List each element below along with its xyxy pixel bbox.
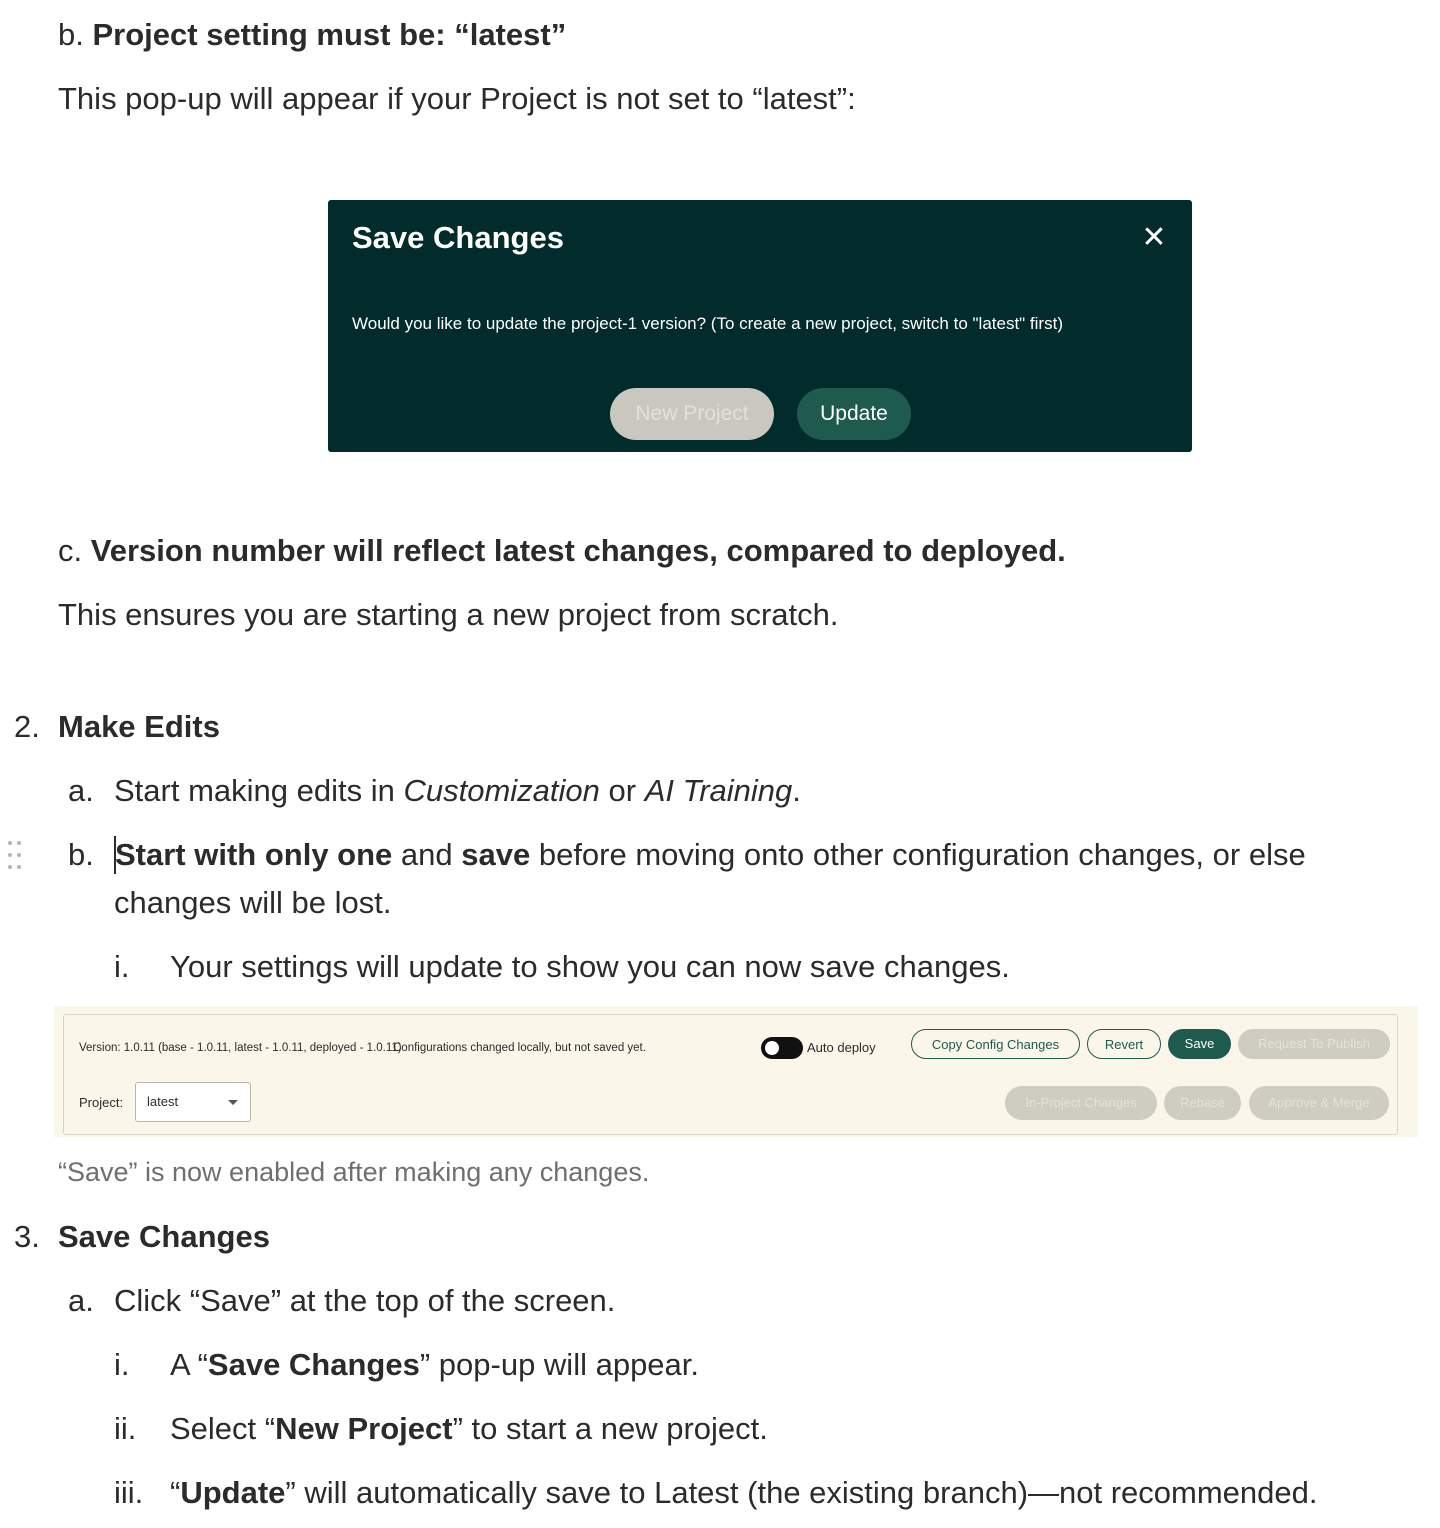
text-run: ” to start a new project. <box>452 1411 768 1446</box>
step-2b-text-line2: changes will be lost. <box>114 885 392 920</box>
text-run: “ <box>170 1475 181 1510</box>
list-marker: a. <box>68 773 94 808</box>
section-c-heading <box>58 531 1066 571</box>
text-run: Update <box>180 1475 286 1510</box>
popup-intro: This pop-up will appear if your Project is not set to “latest”: <box>58 81 856 116</box>
text-run: ” pop-up will appear. <box>419 1347 700 1382</box>
in-project-changes-button[interactable]: In-Project Changes <box>1005 1086 1157 1120</box>
rebase-button[interactable]: Rebase <box>1164 1086 1241 1120</box>
section-b-text: Project setting must be: “latest” <box>92 17 567 52</box>
section-b-heading <box>58 15 566 55</box>
text-run: and <box>392 837 462 872</box>
drag-handle-icon[interactable] <box>8 839 24 871</box>
ai-training-ref: AI Training <box>644 773 793 808</box>
list-marker: ii. <box>114 1411 137 1446</box>
toggle-knob <box>765 1041 779 1055</box>
step-2-title: Make Edits <box>58 709 220 744</box>
text-run: Start with only one <box>115 837 393 872</box>
text-run: ” will automatically save to Latest (the existing branch)—not recommended. <box>285 1475 1318 1510</box>
chevron-down-icon <box>228 1100 238 1105</box>
list-marker: c. <box>58 533 83 568</box>
step-3ii-text <box>170 1409 768 1449</box>
step-3i-text <box>170 1345 699 1385</box>
text-run: Start making edits in <box>114 773 404 808</box>
step-3-title: Save Changes <box>58 1219 270 1254</box>
close-icon[interactable]: ✕ <box>1141 221 1167 254</box>
text-run: . <box>792 773 801 808</box>
step-2bi-text: Your settings will update to show you can now save changes. <box>170 949 1010 984</box>
status-text: Configurations changed locally, but not saved yet. <box>393 1042 646 1054</box>
text-run: Save Changes <box>207 1347 420 1382</box>
list-marker: b. <box>68 837 94 872</box>
step-3iii-text <box>170 1473 1318 1513</box>
auto-deploy-toggle[interactable] <box>761 1037 803 1059</box>
list-marker: a. <box>68 1283 94 1318</box>
section-c-note: This ensures you are starting a new project from scratch. <box>58 597 839 632</box>
step-2b-text <box>115 835 1306 875</box>
image-caption: “Save” is now enabled after making any changes. <box>58 1157 650 1187</box>
project-label: Project: <box>79 1095 124 1110</box>
copy-config-changes-button[interactable]: Copy Config Changes <box>911 1029 1080 1059</box>
modal-title: Save Changes <box>352 220 564 255</box>
modal-message: Would you like to update the project-1 version? (To create a new project, switch to "latest" first) <box>352 314 1063 333</box>
section-c-text: Version number will reflect latest changes, compared to deployed. <box>90 533 1066 568</box>
text-run: save <box>461 837 531 872</box>
revert-button[interactable]: Revert <box>1087 1029 1161 1059</box>
list-marker: i. <box>114 1347 130 1382</box>
project-select-value: latest <box>147 1094 179 1109</box>
save-button[interactable]: Save <box>1168 1029 1231 1059</box>
version-text: Version: 1.0.11 (base - 1.0.11, latest - 1.0.11, deployed - 1.0.11) <box>79 1042 402 1054</box>
text-run: or <box>599 773 645 808</box>
text-run: New Project <box>275 1411 453 1446</box>
list-marker: b. <box>58 17 84 52</box>
step-3-number: 3. <box>14 1219 40 1254</box>
list-marker: i. <box>114 949 130 984</box>
text-run: before moving onto other configuration changes, or else <box>530 837 1306 872</box>
step-3a-text: Click “Save” at the top of the screen. <box>114 1283 616 1318</box>
step-2a-text <box>114 771 801 811</box>
project-select[interactable] <box>135 1082 251 1122</box>
toolbar-screenshot <box>54 1006 1418 1137</box>
toolbar-panel <box>63 1014 1398 1135</box>
request-to-publish-button[interactable]: Request To Publish <box>1238 1029 1390 1059</box>
text-run: A “ <box>170 1347 208 1382</box>
update-button[interactable]: Update <box>797 388 911 440</box>
save-changes-modal <box>328 200 1192 452</box>
approve-merge-button[interactable]: Approve & Merge <box>1249 1086 1389 1120</box>
auto-deploy-label: Auto deploy <box>807 1040 876 1055</box>
new-project-button[interactable]: New Project <box>610 388 774 440</box>
step-2-number: 2. <box>14 709 40 744</box>
text-run: Select “ <box>170 1411 276 1446</box>
list-marker: iii. <box>114 1475 144 1510</box>
customization-ref: Customization <box>403 773 600 808</box>
